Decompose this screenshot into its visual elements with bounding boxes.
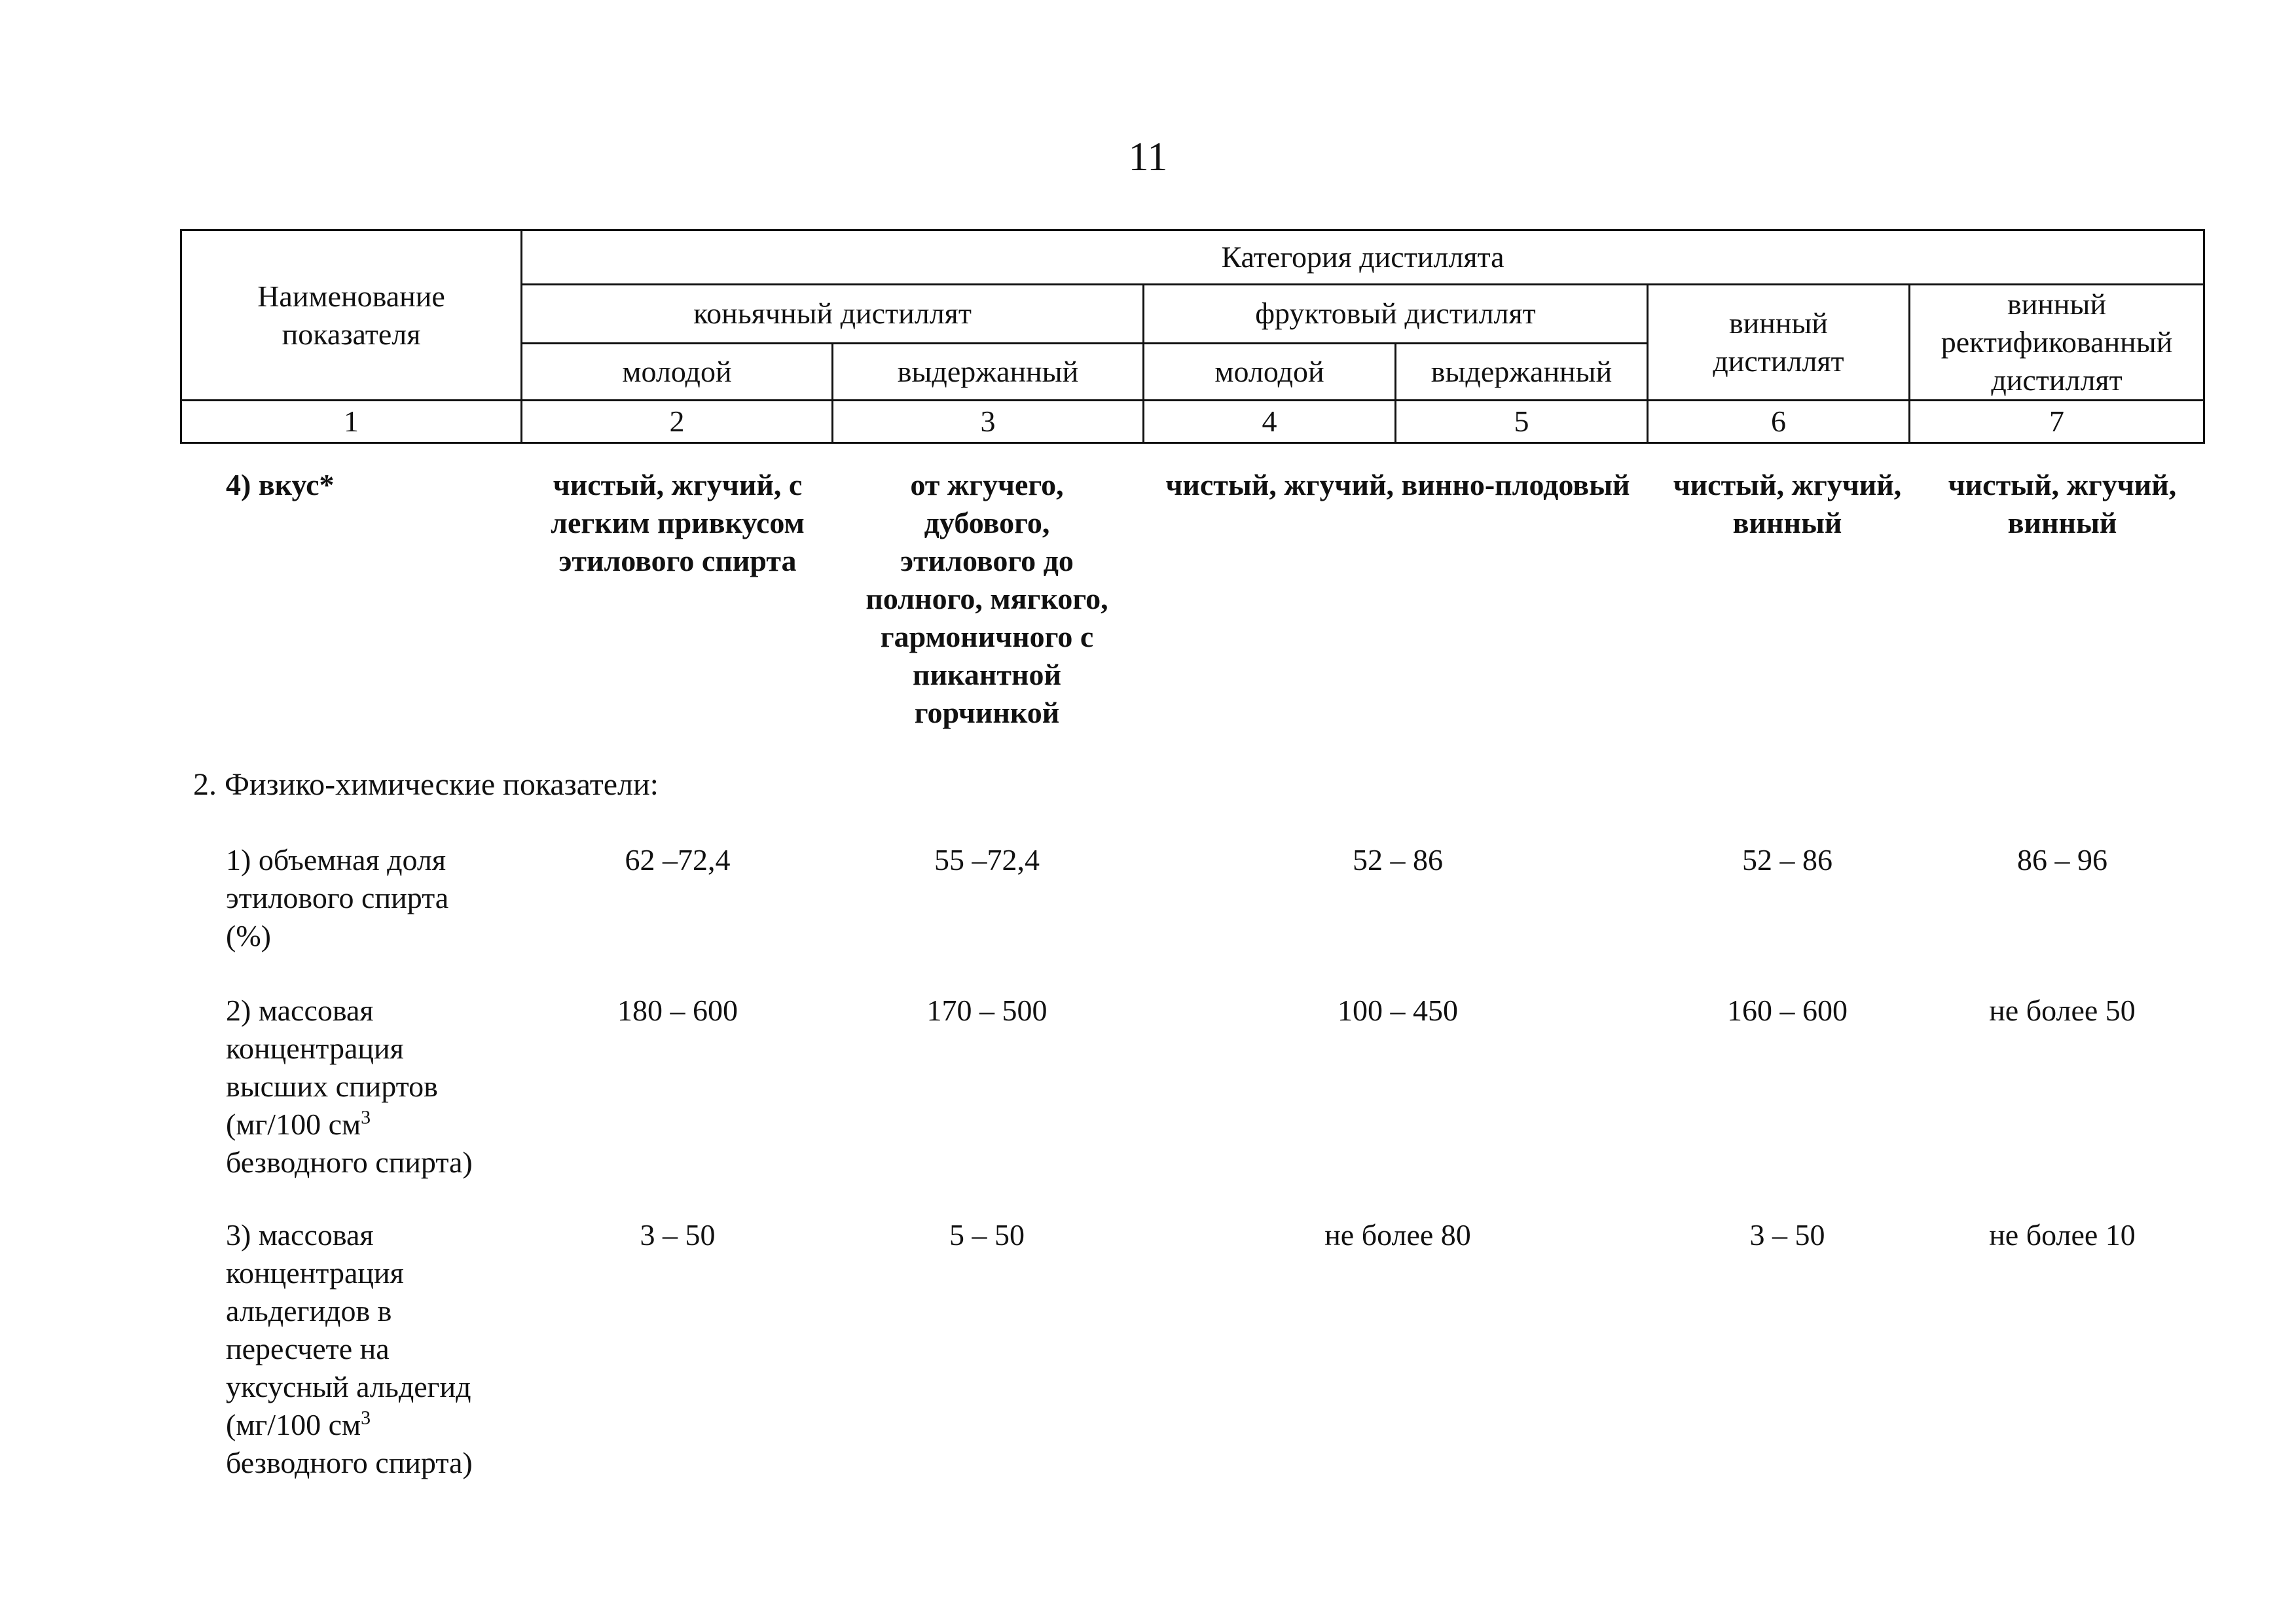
column-number: 6 [1648, 401, 1910, 443]
taste-fruit: чистый, жгучий, винно-плодовый [1165, 468, 1630, 501]
page-number: 11 [1128, 135, 1168, 179]
taste-wine: чистый, жгучий, винный [1673, 468, 1902, 539]
table-cell: 52 – 86 [1742, 843, 1832, 876]
row-label-aldehydes: 3) массовая концентрация альдегидов в пересчете на уксусный альдегид (мг/100 $см^3$ безводного спирта) [226, 1218, 473, 1479]
fruit-young-header: молодой [1144, 343, 1396, 401]
cognac-young-header: молодой [522, 343, 833, 401]
column-number: 3 [833, 401, 1144, 443]
table-cell: 86 – 96 [2017, 843, 2107, 876]
table-cell: 5 – 50 [949, 1218, 1025, 1252]
taste-cognac-young: чистый, жгучий, с легким привкусом этилового спирта [551, 468, 805, 577]
wine-distillate-header: винный дистиллят [1648, 285, 1910, 401]
table-cell: 62 –72,4 [625, 843, 731, 876]
row-label-higher-alcohols: 2) массовая концентрация высших спиртов (мг/100 $см^3$ безводного спирта) [226, 994, 473, 1179]
taste-label: 4) вкус* [226, 468, 335, 501]
table-cell: 3 – 50 [640, 1218, 716, 1252]
table-cell: 180 – 600 [617, 994, 738, 1027]
table-cell: 52 – 86 [1353, 843, 1443, 876]
fruit-distillate-header: фруктовый дистиллят [1144, 285, 1648, 344]
table-header [180, 229, 2205, 444]
taste-cognac-aged: от жгучего, дубового, этилового до полного, мягкого, гармоничного с пикантной горчинкой [866, 468, 1108, 729]
table-cell: 160 – 600 [1727, 994, 1848, 1027]
column-number: 5 [1396, 401, 1648, 443]
table-cell: не более 50 [1989, 994, 2136, 1027]
cognac-aged-header: выдержанный [833, 343, 1144, 401]
table-cell: 55 –72,4 [934, 843, 1040, 876]
taste-wine-rectified: чистый, жгучий, винный [1948, 468, 2177, 539]
table-cell: не более 80 [1324, 1218, 1471, 1252]
column-number: 7 [1910, 401, 2204, 443]
section-title: 2. Физико-химические показатели: [193, 767, 659, 802]
cognac-distillate-header: коньячный дистиллят [522, 285, 1144, 344]
column-number: 2 [522, 401, 833, 443]
table-cell: 170 – 500 [926, 994, 1048, 1027]
wine-rectified-distillate-header: винный ректификованный дистиллят [1910, 285, 2204, 401]
row-label-ethanol-volume: 1) объемная доля этилового спирта (%) [226, 843, 449, 952]
column-number: 4 [1144, 401, 1396, 443]
table-cell: 100 – 450 [1338, 994, 1458, 1027]
fruit-aged-header: выдержанный [1396, 343, 1648, 401]
indicator-name-header: Наименование показателя [181, 230, 522, 401]
category-header: Категория дистиллята [522, 230, 2204, 285]
column-number: 1 [181, 401, 522, 443]
table-cell: не более 10 [1989, 1218, 2136, 1252]
table-cell: 3 – 50 [1749, 1218, 1825, 1252]
